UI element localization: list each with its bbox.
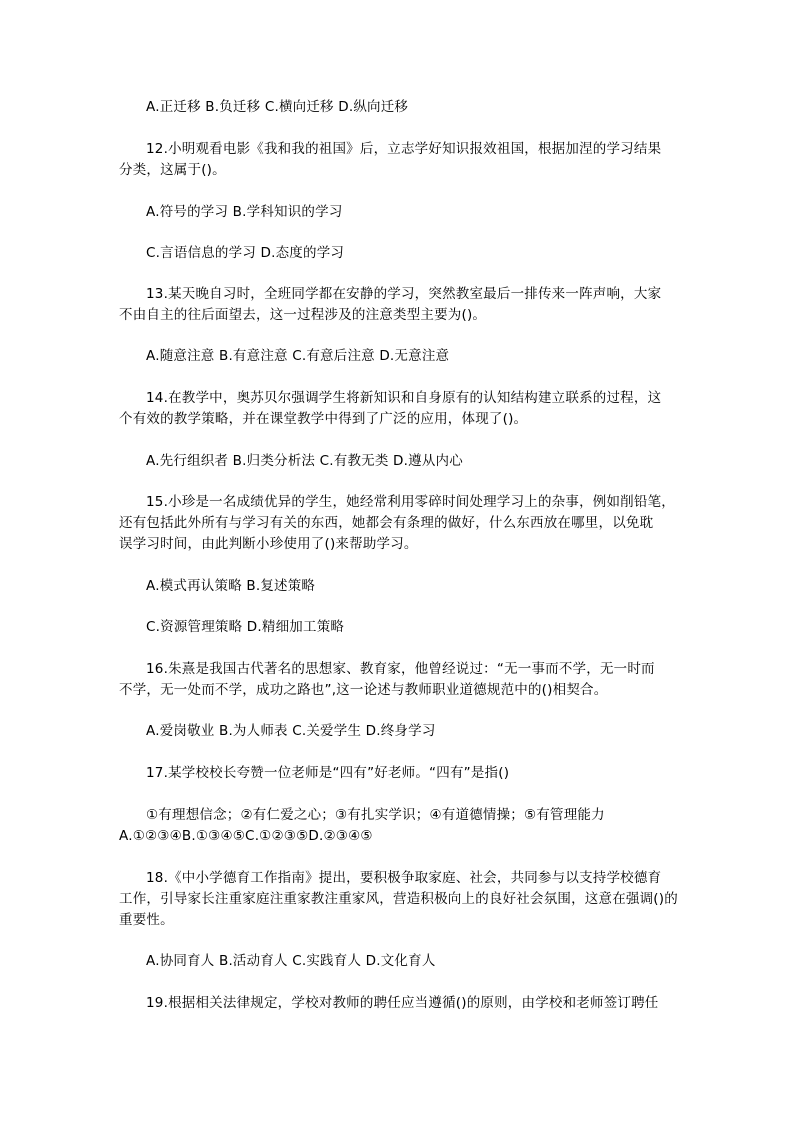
q12-stem-line-2: 分类，这属于()。	[119, 162, 226, 178]
q19-stem-line-1: 19.根据相关法律规定，学校对教师的聘任应当遵循()的原则，由学校和老师签订聘任	[146, 995, 659, 1011]
q11-options: A.正迁移 B.负迁移 C.横向迁移 D.纵向迁移	[146, 99, 409, 115]
q15-stem-line-1: 15.小珍是一名成绩优异的学生，她经常利用零碎时间处理学习上的杂事，例如削铅笔，	[146, 494, 675, 510]
q15-options-line-2: C.资源管理策略 D.精细加工策略	[146, 619, 345, 635]
q13-stem-line-1: 13.某天晚自习时，全班同学都在安静的学习，突然教室最后一排传来一阵声响，大家	[146, 286, 662, 302]
q18-stem-line-1: 18.《中小学德育工作指南》提出，要积极争取家庭、社会，共同参与以支持学校德育	[146, 870, 662, 886]
q12-options-line-2: C.言语信息的学习 D.态度的学习	[146, 245, 345, 261]
q16-stem-line-1: 16.朱熹是我国古代著名的思想家、教育家，他曾经说过：“无一事而不学，无一时而	[146, 661, 655, 677]
q16-options: A.爱岗敬业 B.为人师表 C.关爱学生 D.终身学习	[146, 723, 436, 739]
q17-options: A.①②③④B.①③④⑤C.①②③⑤D.②③④⑤	[119, 828, 373, 844]
q13-stem-line-2: 不由自主的往后面望去，这一过程涉及的注意类型主要为()。	[119, 307, 487, 323]
q17-stem: 17.某学校校长夸赞一位老师是“四有”好老师。“四有”是指()	[146, 765, 510, 781]
q14-options: A.先行组织者 B.归类分析法 C.有教无类 D.遵从内心	[146, 453, 463, 469]
q12-stem-line-1: 12.小明观看电影《我和我的祖国》后，立志学好知识报效祖国，根据加涅的学习结果	[146, 141, 662, 157]
q17-statements: ①有理想信念；②有仁爱之心；③有扎实学识；④有道德情操；⑤有管理能力	[146, 807, 605, 823]
q14-stem-line-1: 14.在教学中，奥苏贝尔强调学生将新知识和自身原有的认知结构建立联系的过程，这	[146, 390, 662, 406]
q18-stem-line-3: 重要性。	[119, 912, 174, 928]
q15-options-line-1: A.模式再认策略 B.复述策略	[146, 578, 316, 594]
q15-stem-line-3: 误学习时间，由此判断小珍使用了()来帮助学习。	[119, 536, 418, 552]
q13-options: A.随意注意 B.有意注意 C.有意后注意 D.无意注意	[146, 348, 450, 364]
q15-stem-line-2: 还有包括此外所有与学习有关的东西，她都会有条理的做好，什么东西放在哪里，以免耽	[119, 515, 654, 531]
q18-stem-line-2: 工作，引导家长注重家庭注重家教注重家风，营造积极向上的良好社会氛围，这意在强调()的	[119, 891, 678, 907]
q16-stem-line-2: 不学，无一处而不学，成功之路也”,这一论述与教师职业道德规范中的()相契合。	[119, 682, 608, 698]
q18-options: A.协同育人 B.活动育人 C.实践育人 D.文化育人	[146, 953, 436, 969]
q14-stem-line-2: 个有效的教学策略，并在课堂教学中得到了广泛的应用，体现了()。	[119, 411, 528, 427]
q12-options-line-1: A.符号的学习 B.学科知识的学习	[146, 204, 343, 220]
